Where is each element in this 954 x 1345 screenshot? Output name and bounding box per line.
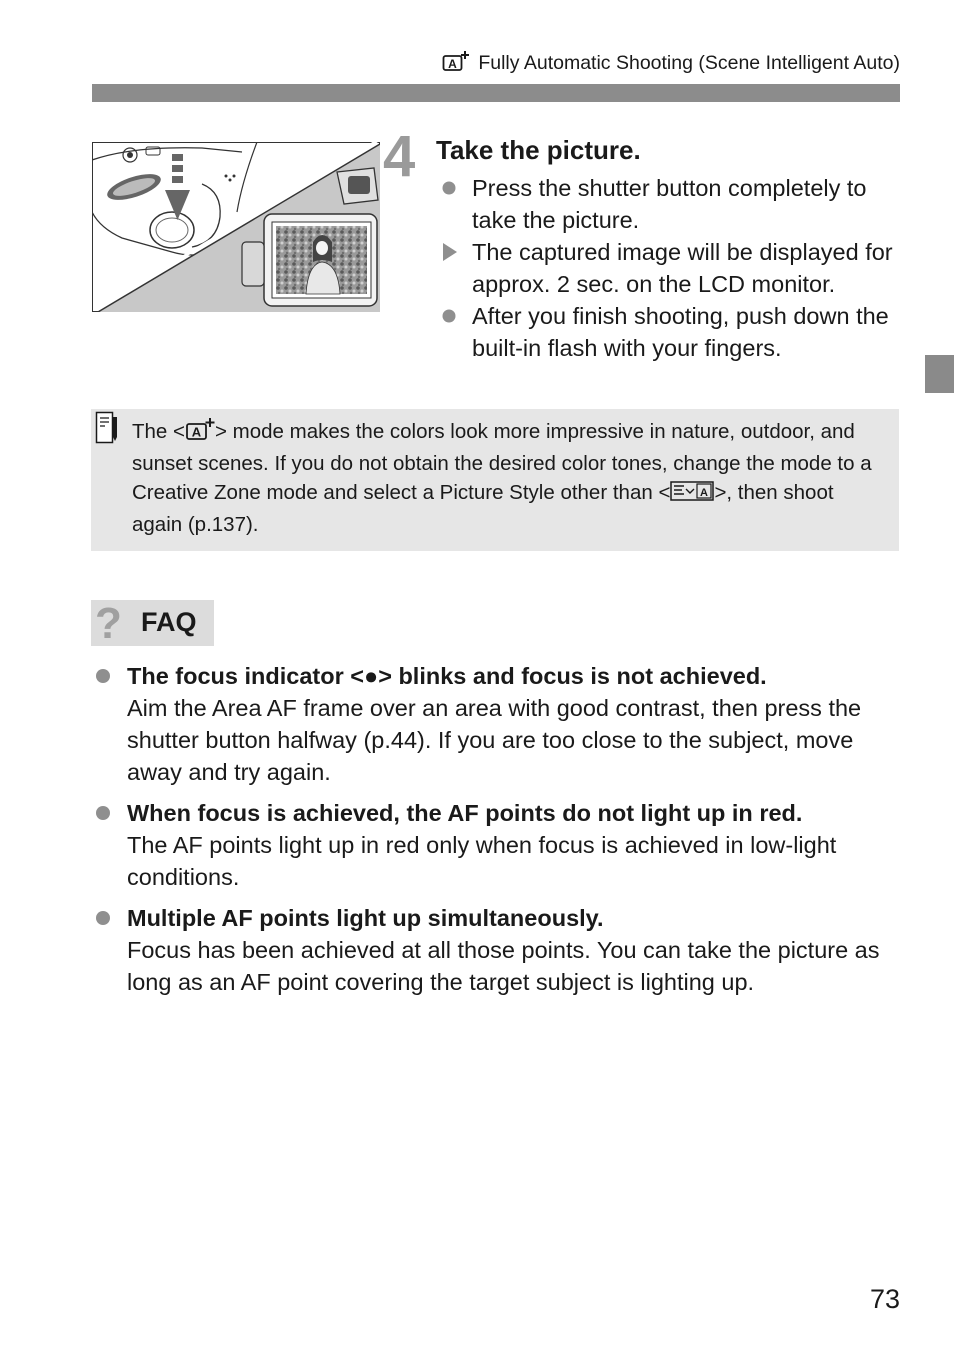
page-number: 73	[869, 1284, 900, 1314]
header-bar	[92, 84, 900, 102]
step-title: Take the picture.	[436, 135, 641, 165]
faq-question: When focus is achieved, the AF points do not light up in red.	[127, 800, 803, 826]
scene-intelligent-auto-icon	[185, 417, 215, 449]
step-bullet: The captured image will be displayed for approx. 2 sec. on the LCD monitor.	[440, 236, 900, 300]
step-bullet: Press the shutter button completely to take the picture.	[440, 172, 900, 236]
faq-title: FAQ	[141, 607, 197, 637]
svg-text:A: A	[700, 487, 709, 499]
running-header	[410, 50, 900, 78]
faq-question: Multiple AF points light up simultaneously.	[127, 905, 604, 931]
faq-heading	[91, 600, 214, 646]
bullet-circle-icon	[440, 300, 460, 332]
bullet-circle-icon	[96, 911, 110, 925]
scene-intelligent-auto-icon	[442, 50, 470, 78]
bullet-circle-icon	[96, 669, 110, 683]
bullet-circle-icon	[96, 806, 110, 820]
question-mark-icon: ?	[95, 599, 122, 648]
faq-item	[96, 797, 906, 893]
memo-pencil-icon	[95, 411, 121, 450]
note-text: The < A > mode makes the colors look more impressive in nature, outdoor, and sunset scenes. If you do not obtain the desired color tones, change the mode to a Creative Zone mode and select a Picture Style other than < A >, then shoot again (p.137).	[132, 417, 888, 539]
svg-text:A: A	[191, 424, 202, 440]
step-bullets	[440, 172, 900, 364]
faq-answer: Focus has been achieved at all those points. You can take the picture as long as an AF point covering the target subject is lighting up.	[127, 937, 880, 995]
faq-item	[96, 902, 906, 998]
faq-answer: The AF points light up in red only when focus is achieved in low-light conditions.	[127, 832, 837, 890]
faq-item	[96, 660, 906, 788]
faq-question: The focus indicator <●> blinks and focus is not achieved.	[127, 663, 767, 689]
step-number: 4	[383, 124, 416, 189]
chapter-tab	[925, 355, 954, 393]
note-box	[91, 409, 899, 551]
svg-text:A: A	[448, 57, 458, 71]
step-bullet: After you finish shooting, push down the built-in flash with your fingers.	[440, 300, 900, 364]
faq-answer: Aim the Area AF frame over an area with good contrast, then press the shutter button halfway (p.44). If you are too close to the subject, move away and try again.	[127, 695, 862, 785]
picture-style-auto-icon	[670, 480, 714, 510]
result-triangle-icon	[440, 236, 460, 268]
bullet-circle-icon	[440, 172, 460, 204]
focus-indicator-icon: ●	[364, 663, 379, 689]
camera-illustration	[92, 142, 380, 312]
header-title: Fully Automatic Shooting (Scene Intelligent Auto)	[478, 52, 900, 74]
